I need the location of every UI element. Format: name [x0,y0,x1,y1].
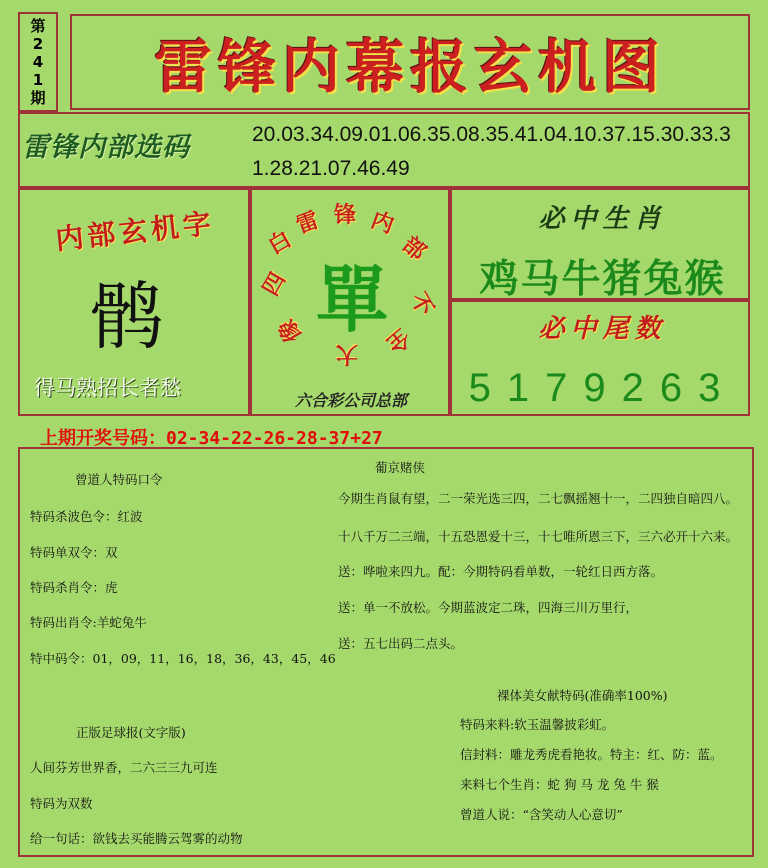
left-heading: 曾道人特码口令 [75,472,163,487]
right-line: 十八千万二三端，十五恐恩爱十三，十七唯所恩三下，三六必开十六来。 [338,529,739,544]
ring-char: 白 [263,226,296,260]
left-heading: 正版足球报(文字版) [76,725,186,740]
last-draw-result: 上期开奖号码：02-34-22-26-28-37+27 [40,428,383,449]
left-line: 特码杀波色令：红波 [30,509,143,524]
right-heading: 葡京赌侠 [375,460,426,475]
ring-char: 不 [404,288,439,321]
issue-char: 第 [30,17,46,35]
left-line: 特中码令：01，09，11，16，18，36，43，45，46 [30,651,336,666]
left-line: 特码杀肖令：虎 [30,580,118,595]
left-line: 特码单双令：双 [30,545,118,560]
left-line: 给一句话：欲钱去买能腾云驾雾的动物 [30,831,243,846]
zodiac-list: 鸡马牛猪兔猴 [479,256,726,302]
left-line: 人间芬芳世界香，二六三三九可连 [30,760,218,775]
ring-char: 像 [273,314,308,347]
issue-char: 2 [32,35,44,53]
issue-char: 1 [32,71,44,89]
company-label: 六合彩公司总部 [294,391,407,410]
right-line: 曾道人说：“含笑动人心意切” [460,807,623,822]
right-line: 来料七个生肖：蛇 狗 马 龙 兔 牛 猴 [460,777,659,792]
xuanji-poem: 得马熟招长者愁 [34,376,181,400]
right-line: 送：单一不放松。今期蓝波定二珠，四海三川万里行， [338,600,639,615]
issue-char: 4 [32,53,44,71]
ring-char: 雷 [292,206,323,239]
left-line: 特码为双数 [30,796,93,811]
xuanji-char: 鹘 [90,274,164,360]
issue-number [18,12,58,112]
selection-label: 雷锋内部选码 [22,132,190,163]
right-line: 今期生肖鼠有望，二一荣光选三四，二七飘摇翘十一，二四独自暗四八。 [338,491,739,506]
ring-char: 全 [381,323,415,358]
center-main-char: 單 [316,257,389,342]
left-line: 特码出肖令:羊蛇兔牛 [30,615,147,630]
ring-char: 四 [257,268,292,301]
page-title: 雷锋内幕报玄机图 [70,14,750,110]
zodiac-label: 必中生肖 [538,204,667,234]
xuanji-label: 内部玄机字 [53,206,217,257]
right-heading: 裸体美女献特码(准确率100%) [497,688,668,703]
selection-numbers: 20.03.34.09.01.06.35.08.35.41.04.10.37.15.30.33.31.28.21.07.46.49 [252,123,731,180]
issue-char: 期 [30,89,46,107]
ring-char: 部 [397,231,431,266]
right-line: 送：哗啦来四九。配：今期特码看单数，一轮红日西方落。 [338,564,664,579]
ring-char: 大 [336,341,359,367]
tail-label: 必中尾数 [538,314,667,344]
right-line: 特码来料:软玉温馨披彩虹。 [460,717,615,732]
ring-char: 内 [367,206,398,239]
right-line: 送：五七出码二点头。 [338,636,464,651]
ring-char: 锋 [334,202,357,228]
tail-numbers: 5179263 [468,366,737,410]
right-line: 信封料：雕龙秀虎看艳妆。特主：红、防：蓝。 [460,747,723,762]
